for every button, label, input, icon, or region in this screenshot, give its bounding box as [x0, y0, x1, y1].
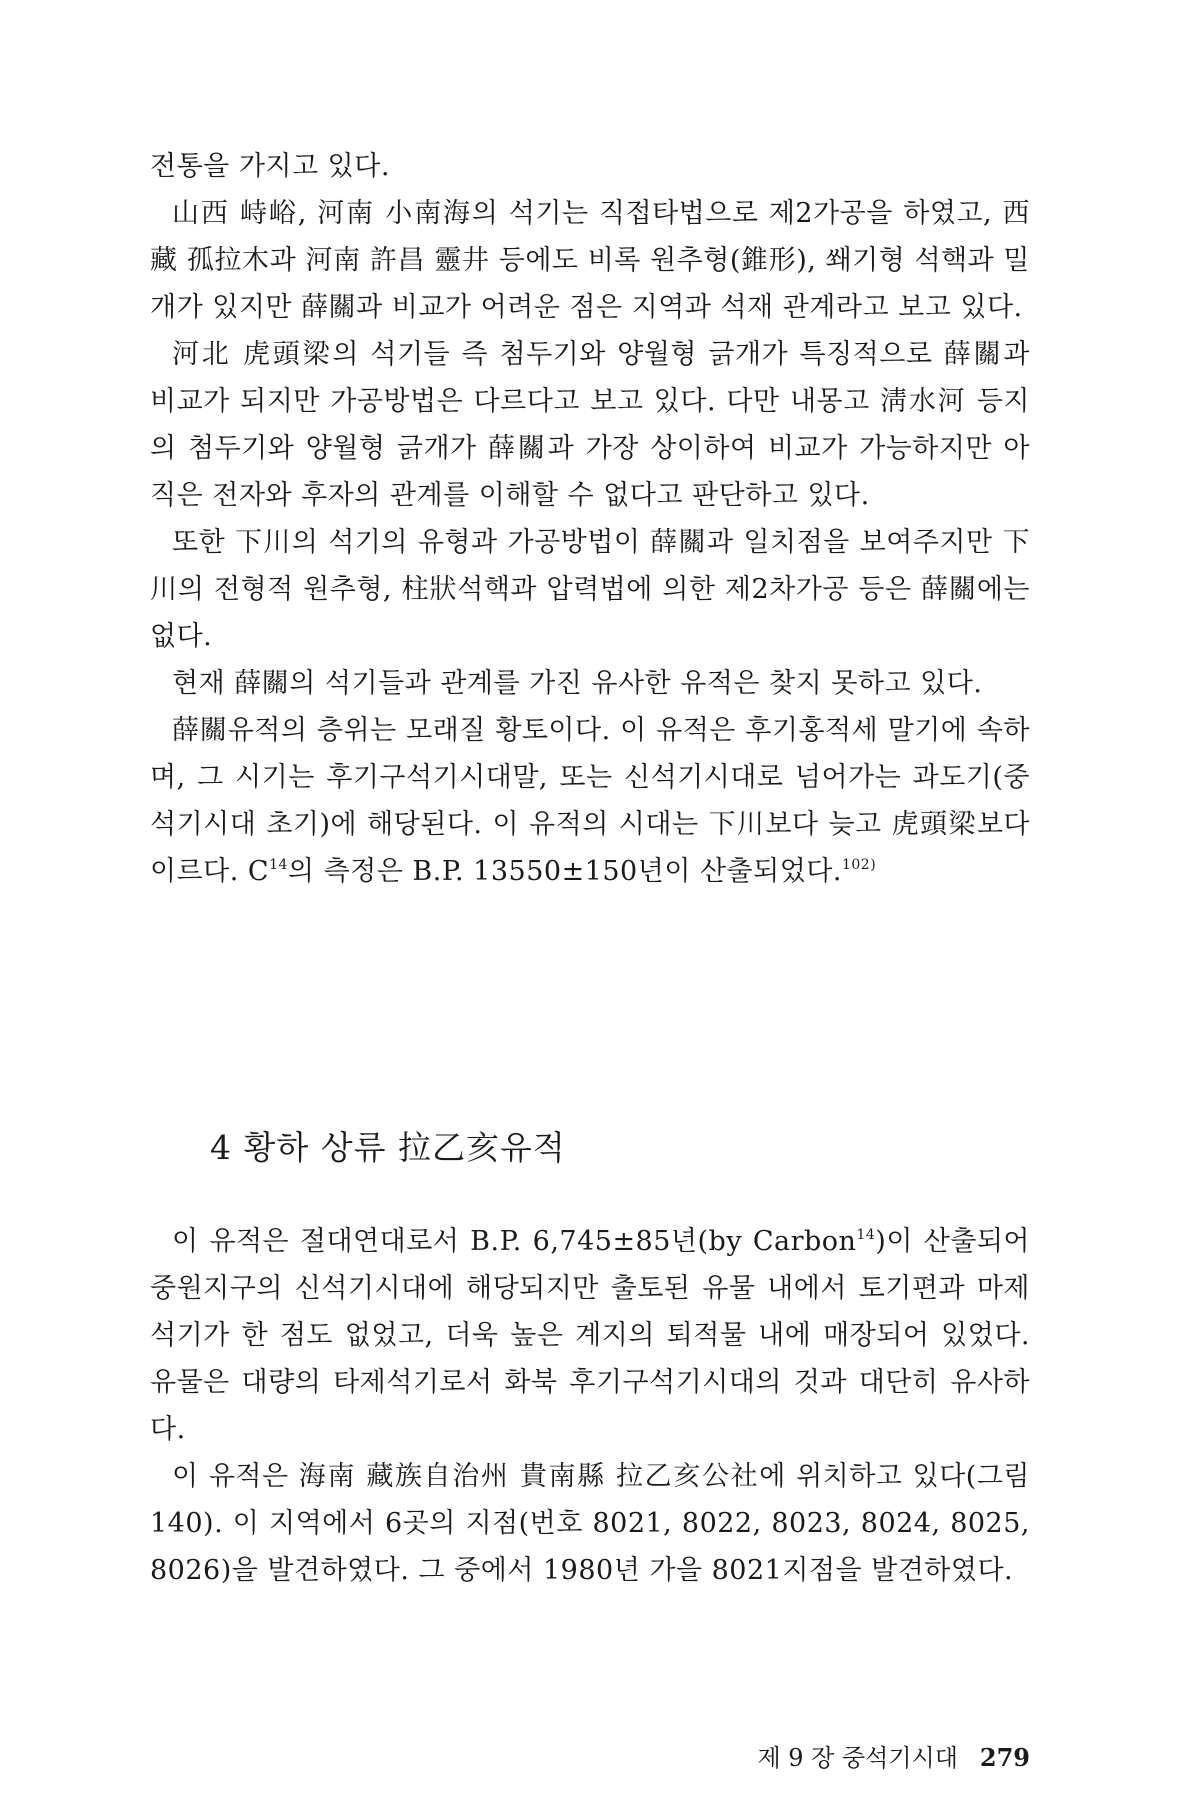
paragraph-location: 이 유적은 海南 藏族自治州 貴南縣 拉乙亥公社에 위치하고 있다(그림 140). 이 지역에서 6곳의 지점(번호 8021, 8022, 8023, 8024, 8025, 8026)을 발견하였다. 그 중에서 1980년 가을 8021지점을 발견하였다.	[150, 1461, 1030, 1586]
carbon-superscript-2: 14	[856, 1227, 876, 1243]
body-text-lower	[150, 1218, 1030, 1594]
paragraph-absolute-date	[150, 1218, 1030, 1453]
chapter-title: 제 9 장 중석기시대	[757, 1744, 958, 1772]
section-heading: 4 황하 상류 拉乙亥유적	[210, 1128, 566, 1167]
paragraph-xiachuan: 또한 下川의 석기의 유형과 가공방법이 薛關과 일치점을 보여주지만 下川의 전형적 원추형, 柱狀석핵과 압력법에 의한 제2차가공 등은 薛關에는 없다.	[150, 527, 1030, 652]
absolute-date-part1: 이 유적은 절대연대로서 B.P. 6,745±85년(by Carbon	[172, 1226, 857, 1257]
absolute-date-part2: )이 산출되어 중원지구의 신석기시대에 해당되지만 출토된 유물 내에서 토기편과 마제석기가 한 점도 없었고, 더욱 높은 계지의 퇴적물 내에 매장되어 있었다. 유물은 대량의 타제석기로서 화북 후기구석기시대의 것과 대단히 유사하다.	[150, 1226, 1031, 1445]
dating-text-part2: 의 측정은 B.P. 13550±150년이 산출되었다.	[287, 856, 842, 887]
paragraph-current-status: 현재 薛關의 석기들과 관계를 가진 유사한 유적은 찾지 못하고 있다.	[172, 668, 983, 699]
footnote-reference: 102)	[841, 857, 877, 873]
paragraph-hebei-hutouliang: 河北 虎頭梁의 석기들 즉 첨두기와 양월형 긁개가 특징적으로 薛關과 비교가 되지만 가공방법은 다르다고 보고 있다. 다만 내몽고 淸水河 등지의 첨두기와 양월형 긁개가 薛關과 가장 상이하여 비교가 가능하지만 아직은 전자와 후자의 관계를 이해할 수 없다고 판단하고 있다.	[150, 339, 1030, 511]
paragraph-shanxi-henan: 山西 峙峪, 河南 小南海의 석기는 직접타법으로 제2가공을 하였고, 西藏 孤拉木과 河南 許昌 靈井 등에도 비록 원추형(錐形), 쐐기형 석핵과 밀개가 있지만 薛關과 비교가 어려운 점은 지역과 석재 관계라고 보고 있다.	[150, 198, 1030, 323]
carbon-superscript: 14	[269, 857, 288, 873]
body-text-upper	[150, 143, 1030, 895]
paragraph-dating	[150, 707, 1030, 895]
paragraph-continuation: 전통을 가지고 있다.	[150, 151, 390, 182]
page-number: 279	[979, 1743, 1030, 1772]
page-footer	[757, 1742, 1030, 1774]
dating-text-part1: 薛關유적의 층위는 모래질 황토이다. 이 유적은 후기홍적세 말기에 속하며, 그 시기는 후기구석기시대말, 또는 신석기시대로 넘어가는 과도기(중석기시대 초기)에 해당된다. 이 유적의 시대는 下川보다 늦고 虎頭梁보다 이르다. C	[150, 715, 1030, 887]
